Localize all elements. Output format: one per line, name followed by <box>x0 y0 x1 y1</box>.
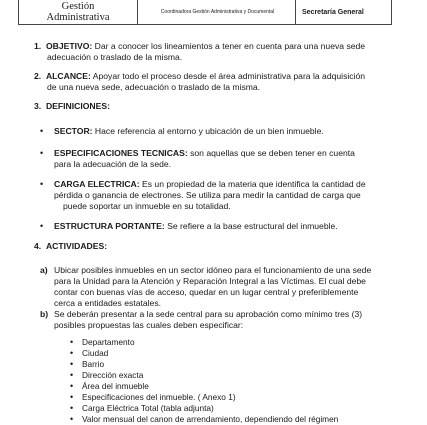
activity-a-line-4: cerca a entidades estatales. <box>54 298 162 308</box>
actividades-label: ACTIVIDADES: <box>45 241 108 251</box>
bullet-icon: • <box>40 221 44 231</box>
list-item: Ciudad <box>82 348 109 358</box>
list-bullet-icon: • <box>70 392 74 402</box>
def-carga-text: Es un propiedad de la materia que identifica la cantidad de <box>142 179 366 189</box>
def-sector-text: Hace referencia al entorno y ubicación de un bien inmueble. <box>94 126 324 136</box>
list-item: Carga Eléctrica Total (tabla adjunta) <box>82 403 214 413</box>
activity-a-line-1: Ubicar posibles inmuebles en un sector idóneo para el funcionamiento de una sede <box>54 265 372 275</box>
activity-a-line-3: contar con buenas vías de acceso, quedar en un lugar central y preferiblemente <box>54 287 359 297</box>
list-bullet-icon: • <box>70 403 74 413</box>
header-process-name: Gestión Administrativa <box>46 1 110 23</box>
def-sector <box>54 126 324 137</box>
bullet-icon: • <box>40 179 44 189</box>
list-bullet-icon: • <box>70 370 74 380</box>
list-bullet-icon: • <box>70 414 74 424</box>
section-number: 2. <box>34 71 42 81</box>
objetivo-label: OBJETIVO: <box>45 41 93 51</box>
def-carga-line-3: puede soportar un inmueble en su totalidad. <box>63 201 231 211</box>
list-item: Dirección exacta <box>82 370 144 380</box>
def-carga-label: CARGA ELECTRICA: <box>54 179 140 189</box>
def-especificaciones-label: ESPECIFICACIONES TECNICAS: <box>54 148 188 158</box>
list-item: Departamento <box>82 337 135 347</box>
activity-b-line-2: posibles propuestas las cuales deben especificar: <box>54 320 244 330</box>
def-carga-line-2: pérdida o ganancia de electrones. Se utiliza para medir la cantidad de carga que <box>54 190 361 200</box>
activity-a-marker: a) <box>40 265 48 275</box>
header-process-cell <box>19 0 138 24</box>
objetivo-text: Dar a conocer los lineamientos a tener en cuenta para una nueva sede <box>94 41 366 51</box>
header-office-name: Secretaría General <box>302 8 364 16</box>
objetivo-line-2: adecuación o traslado de la misma. <box>47 52 183 62</box>
def-estructura <box>54 221 338 232</box>
list-item: Valor mensual del canon de arrendamiento, dependiendo del régimen <box>82 414 339 424</box>
alcance-text: Apoyar todo el proceso desde el área administrativa para la adquisición <box>92 71 366 81</box>
activity-b-line-1: Se deberán presentar a la sede central para su aprobación como mínimo tres (3) <box>54 309 363 319</box>
section-number: 3. <box>34 101 42 111</box>
section-number: 4. <box>34 241 42 251</box>
def-especificaciones-line-2: para la adecuación de la sede. <box>54 159 172 169</box>
header-office-cell <box>296 0 391 24</box>
list-bullet-icon: • <box>70 381 74 391</box>
alcance-line-2: de una nueva sede, adecuación o traslado de la misma. <box>47 82 261 92</box>
activity-a-line-2: para la Unidad para la Atención y Reparación Integral a las Víctimas. El cual debe <box>54 276 366 286</box>
header-owner-name: Coordinadora Gestión Administrativa y Documental <box>160 9 275 15</box>
activity-b-marker: b) <box>40 309 49 319</box>
list-item: Área del inmueble <box>82 381 149 391</box>
section-number: 1. <box>34 41 42 51</box>
list-bullet-icon: • <box>70 359 74 369</box>
list-item: Barrio <box>82 359 105 369</box>
actividades-heading <box>34 241 107 252</box>
definiciones-heading <box>34 101 110 112</box>
alcance-label: ALCANCE: <box>45 71 91 81</box>
list-item: Especificaciones del inmueble. ( Anexo 1) <box>82 392 236 402</box>
header-owner-cell <box>138 0 296 24</box>
document-header-table <box>18 0 392 25</box>
list-bullet-icon: • <box>70 348 74 358</box>
def-especificaciones-line-1 <box>54 148 355 159</box>
list-bullet-icon: • <box>70 337 74 347</box>
bullet-icon: • <box>40 148 44 158</box>
alcance-line-1 <box>34 71 365 82</box>
def-especificaciones-text: son aquellas que se deben tener en cuenta <box>190 148 355 158</box>
def-sector-label: SECTOR: <box>54 126 93 136</box>
definiciones-label: DEFINICIONES: <box>45 101 110 111</box>
objetivo-line-1 <box>34 41 365 52</box>
bullet-icon: • <box>40 126 44 136</box>
def-estructura-text: Se refiere a la base estructural del inmueble. <box>167 221 338 231</box>
def-estructura-label: ESTRUCTURA PORTANTE: <box>54 221 165 231</box>
def-carga-line-1 <box>54 179 366 190</box>
